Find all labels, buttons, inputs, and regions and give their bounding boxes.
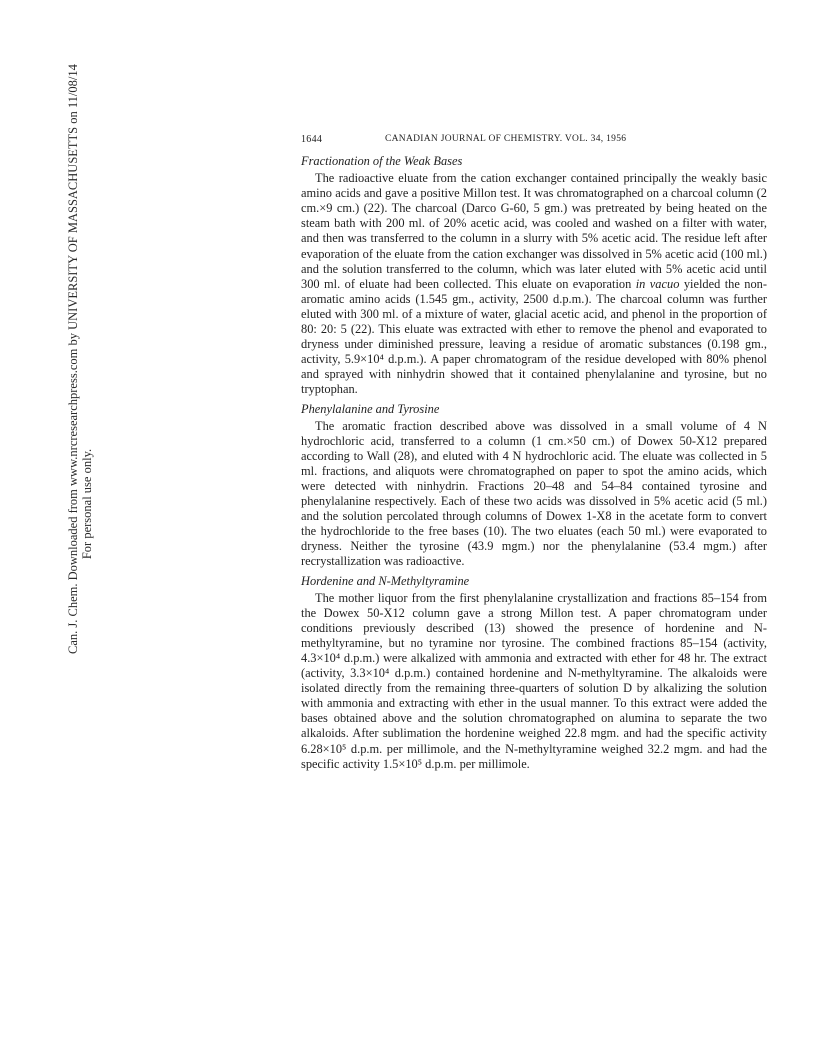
personal-use-line: For personal use only. xyxy=(80,448,94,560)
paragraph: The radioactive eluate from the cation exchanger contained principally the weakly basic amino acids and gave a positive Millon test. It was chromatographed on a charcoal column (2 cm.×9 cm.) (22). The charcoal (Darco G-60, 5 gm.) was pretreated by being heated on the steam bath with 200 ml. of 20% acetic acid, was cooled and washed on a filter with water, and then was transferred to the column in a slurry with 5% acetic acid. The residue left after evaporation of the eluate from the cation exchanger was dissolved in 5% acetic acid (100 ml.) and the solution transferred to the column, which was later eluted with 5% acetic acid until 300 ml. of eluate had been collected. This eluate on evaporation in vacuo yielded the non-aromatic amino acids (1.545 gm., activity, 2500 d.p.m.). The charcoal column was further eluted with 300 ml. of a mixture of water, glacial acetic acid, and phenol in the proportion of 80: 20: 5 (22). This eluate was extracted with ether to remove the phenol and evaporated to dryness under diminished pressure, leaving a residue of aromatic substances (0.198 gm., activity, 5.9×10⁴ d.p.m.). A paper chromatogram of the residue developed with 80% phenol and sprayed with ninhydrin showed that it contained phenylalanine and tyrosine, but no tryptophan. xyxy=(301,171,767,397)
section-heading: Phenylalanine and Tyrosine xyxy=(301,401,440,416)
download-notice xyxy=(66,64,94,654)
section-heading: Hordenine and N-Methyltyramine xyxy=(301,573,470,588)
article-body xyxy=(301,154,767,776)
section-weak-bases xyxy=(301,154,767,398)
section-hordenine xyxy=(301,574,767,772)
page-number: 1644 xyxy=(301,134,323,145)
journal-title: CANADIAN JOURNAL OF CHEMISTRY. VOL. 34, 1956 xyxy=(385,134,627,144)
paragraph: The mother liquor from the first phenylalanine crystallization and fractions 85–154 from the Dowex 50-X12 column gave a strong Millon test. A paper chromatogram under conditions previously described (13) showed the presence of hordenine and N-methyltyramine, but no tyramine nor tyrosine. The combined fractions 85–154 (activity, 4.3×10⁴ d.p.m.) were alkalized with ammonia and extracted with ether for 48 hr. The extract (activity, 3.3×10⁴ d.p.m.) contained hordenine and N-methyltyramine. The alkaloids were isolated directly from the remaining three-quarters of solution D by alkalizing the solution with ammonia and extracting with ether in the usual manner. To this extract were added the bases obtained above and the solution chromatographed on alumina to separate the two alkaloids. After sublimation the hordenine weighed 22.8 mgm. and had the specific activity 6.28×10⁵ d.p.m. per millimole, and the N-methyltyramine weighed 32.2 mgm. and had the specific activity 1.5×10⁵ d.p.m. per millimole. xyxy=(301,590,767,771)
download-notice-line: Can. J. Chem. Downloaded from www.nrcresearchpress.com by UNIVERSITY OF MASSACHUSETTS on 11/08/14 xyxy=(66,64,80,654)
italic-term: in vacuo xyxy=(635,276,680,291)
section-heading: Fractionation of the Weak Bases xyxy=(301,154,463,168)
section-phenylalanine-tyrosine xyxy=(301,402,767,570)
paragraph: The aromatic fraction described above was dissolved in a small volume of 4 N hydrochloric acid, transferred to a column (1 cm.×50 cm.) of Dowex 50-X12 prepared according to Wall (28), and eluted with 4 N hydrochloric acid. The eluate was collected in 5 ml. fractions, and aliquots were chromatographed on paper to spot the amino acids, which were detected with ninhydrin. Fractions 20–48 and 54–84 contained tyrosine and phenylalanine respectively. Each of these two acids was dissolved in 5% acetic acid (5 ml.) and the solution percolated through columns of Dowex 1-X8 in the acetate form to convert the hydrochloride to the free bases (10). The two eluates (each 50 ml.) were evaporated to dryness. Neither the tyrosine (43.9 mgm.) nor the phenylalanine (53.4 mgm.) after recrystallization was radioactive. xyxy=(301,418,767,569)
